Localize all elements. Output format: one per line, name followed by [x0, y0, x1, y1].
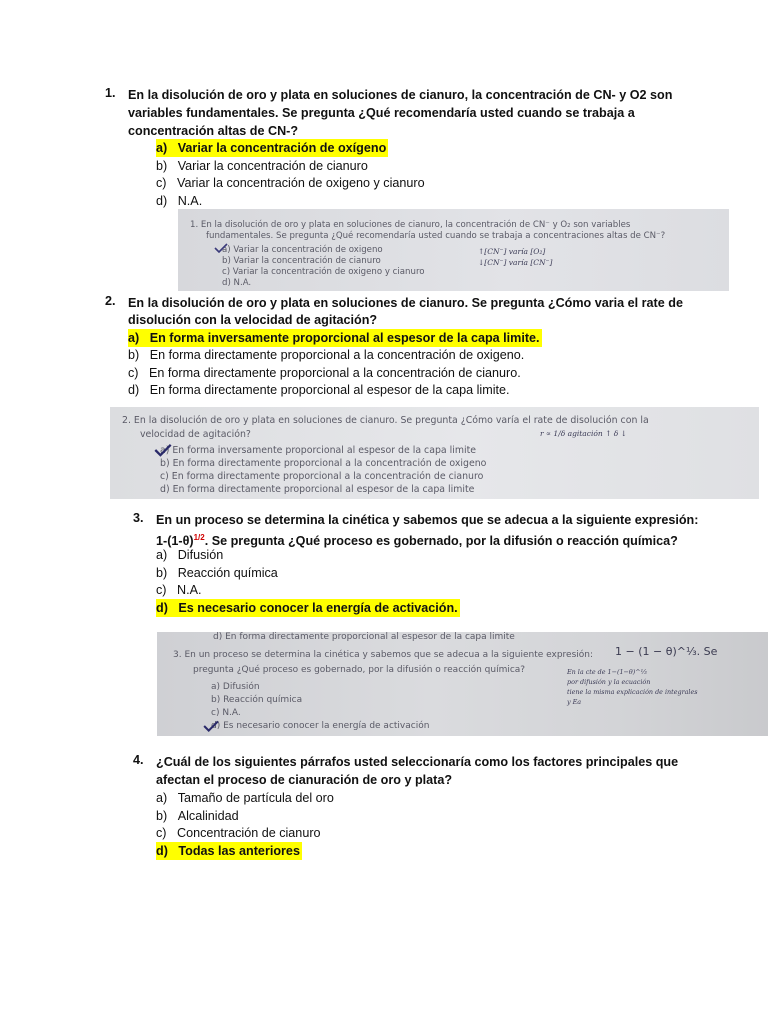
- option-text: N.A.: [177, 194, 203, 208]
- option-letter: d): [156, 601, 168, 615]
- option: [156, 824, 321, 842]
- option-letter: a): [156, 791, 168, 805]
- option-letter: b): [156, 159, 168, 173]
- photo-snippet-question-3: [157, 632, 768, 736]
- photo-snippet-question-1: [178, 209, 729, 291]
- option: [128, 346, 524, 364]
- photo-text: d) N.A.: [222, 278, 252, 288]
- photo-text: b) En forma directamente proporcional a la concentración de oxigeno: [160, 458, 487, 469]
- option-text: Variar la concentración de oxigeno y cianuro: [177, 176, 425, 190]
- handwritten-note: ↑[CN⁻] varía [O₂]: [478, 247, 546, 256]
- option: [156, 581, 202, 599]
- handwritten-note: por difusión y la ecuación: [567, 678, 651, 686]
- question-number: 3.: [133, 511, 144, 525]
- option-text: Difusión: [177, 548, 224, 562]
- option-text: Concentración de cianuro: [177, 826, 321, 840]
- question-text: En la disolución de oro y plata en soluciones de cianuro. Se pregunta ¿Cómo varia el rate de: [128, 296, 683, 310]
- option: [156, 564, 278, 582]
- question-text: [156, 529, 678, 550]
- question-text: variables fundamentales. Se pregunta ¿Qué recomendaría usted cuando se trabaja a: [128, 106, 635, 120]
- question-number: 1.: [105, 86, 116, 100]
- photo-text: pregunta ¿Qué proceso es gobernado, por la difusión o reacción química?: [193, 665, 526, 675]
- photo-text: a) En forma inversamente proporcional al espesor de la capa limite: [160, 445, 477, 456]
- option-text: En forma inversamente proporcional al espesor de la capa limite.: [149, 331, 540, 345]
- option-letter: d): [156, 194, 168, 208]
- question-text: concentración altas de CN-?: [128, 124, 299, 138]
- option-letter: c): [156, 583, 167, 597]
- option-letter: c): [156, 176, 167, 190]
- handwritten-note: r ∝ 1/δ agitación ↑ δ ↓: [540, 429, 627, 438]
- option: [156, 807, 239, 825]
- option-text: Es necesario conocer la energía de activación.: [178, 601, 458, 615]
- photo-text: b) Variar la concentración de cianuro: [222, 256, 381, 266]
- question-text: En la disolución de oro y plata en soluciones de cianuro, la concentración de CN- y O2 son: [128, 88, 673, 102]
- option-text: N.A.: [177, 583, 202, 597]
- option-letter: a): [128, 331, 140, 345]
- option-text: Variar la concentración de oxígeno: [177, 141, 387, 155]
- option: [156, 546, 223, 564]
- correct-option: [156, 842, 302, 860]
- handwritten-note: ↓[CN⁻] varía [CN⁻]: [478, 258, 553, 267]
- photo-text: d) En forma directamente proporcional al espesor de la capa limite: [160, 484, 475, 495]
- question-text: ¿Cuál de los siguientes párrafos usted seleccionaría como los factores principales que: [156, 755, 679, 769]
- formula: 1-(1-θ): [156, 534, 194, 549]
- option-letter: a): [156, 141, 168, 155]
- option-letter: d): [156, 844, 168, 858]
- option-text: Todas las anteriores: [178, 844, 300, 858]
- correct-option: [156, 599, 460, 617]
- correct-option: [128, 329, 542, 347]
- photo-text: c) N.A.: [211, 708, 241, 718]
- photo-text: a) Difusión: [211, 682, 260, 692]
- option: [156, 157, 368, 175]
- photo-text: 3. En un proceso se determina la cinética y sabemos que se adecua a la siguiente expresión:: [173, 650, 594, 660]
- option-letter: b): [128, 348, 140, 362]
- option: [128, 381, 510, 399]
- option: [128, 364, 521, 382]
- option: [156, 789, 334, 807]
- formula-exponent: 1/2: [193, 533, 205, 542]
- photo-text: c) En forma directamente proporcional a la concentración de cianuro: [160, 471, 484, 482]
- photo-text: fundamentales. Se pregunta ¿Qué recomendaría usted cuando se trabaja a concentraciones altas de CN⁻?: [206, 231, 666, 241]
- question-text: disolución con la velocidad de agitación?: [128, 313, 378, 327]
- photo-text: d) En forma directamente proporcional al espesor de la capa limite: [213, 632, 515, 642]
- checkmark-icon: [203, 720, 219, 732]
- option-text: En forma directamente proporcional al espesor de la capa limite.: [149, 383, 510, 397]
- photo-text: b) Reacción química: [211, 695, 303, 705]
- photo-snippet-question-2: [110, 407, 759, 499]
- option-text: Tamaño de partícula del oro: [177, 791, 334, 805]
- option-text: En forma directamente proporcional a la concentración de oxigeno.: [149, 348, 525, 362]
- question-text: En un proceso se determina la cinética y sabemos que se adecua a la siguiente expresión:: [156, 513, 699, 527]
- photo-text: velocidad de agitación?: [140, 429, 251, 440]
- photo-text: 2. En la disolución de oro y plata en soluciones de cianuro. Se pregunta ¿Cómo varía el rate de disolución con la: [122, 415, 649, 426]
- question-number: 4.: [133, 753, 144, 767]
- correct-option: [156, 139, 388, 157]
- handwritten-note: y Ea: [567, 698, 582, 706]
- checkmark-icon: [154, 443, 172, 457]
- option-text: Reacción química: [177, 566, 278, 580]
- option: [156, 192, 202, 210]
- option-letter: d): [128, 383, 140, 397]
- option-text: Alcalinidad: [177, 809, 239, 823]
- checkmark-icon: [214, 243, 228, 253]
- option-letter: b): [156, 566, 168, 580]
- handwritten-note: En la cte de 1−(1−θ)^⅓: [567, 668, 647, 676]
- question-text: afectan el proceso de cianuración de oro y plata?: [156, 773, 453, 787]
- question-number: 2.: [105, 294, 116, 308]
- handwritten-note: tiene la misma explicación de integrales: [567, 688, 698, 696]
- option-text: En forma directamente proporcional a la concentración de cianuro.: [149, 366, 521, 380]
- option-letter: c): [156, 826, 167, 840]
- option: [156, 174, 425, 192]
- photo-text: a) Variar la concentración de oxigeno: [222, 245, 383, 255]
- photo-text: c) Variar la concentración de oxigeno y cianuro: [222, 267, 425, 277]
- photo-text: d) Es necesario conocer la energía de activación: [211, 721, 430, 731]
- option-text: Variar la concentración de cianuro: [177, 159, 368, 173]
- option-letter: a): [156, 548, 168, 562]
- photo-text: 1. En la disolución de oro y plata en soluciones de cianuro, la concentración de CN⁻ y O₂ son variables: [190, 220, 631, 230]
- question-text-rest: . Se pregunta ¿Qué proceso es gobernado, por la difusión o reacción química?: [204, 534, 678, 549]
- photo-formula: 1 − (1 − θ)^⅓. Se: [615, 645, 718, 658]
- option-letter: c): [128, 366, 139, 380]
- option-letter: b): [156, 809, 168, 823]
